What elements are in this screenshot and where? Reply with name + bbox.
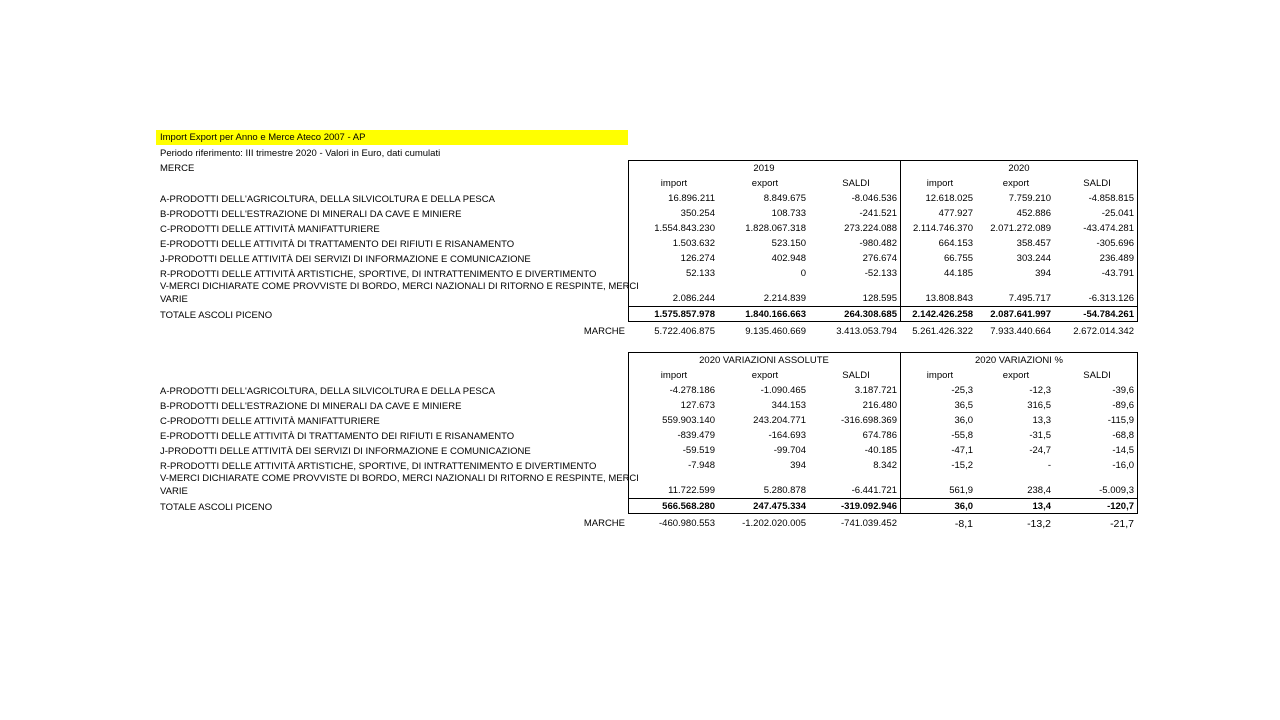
table-cell: 236.489 <box>1099 253 1134 264</box>
t2-col-header: SALDI <box>1083 370 1111 381</box>
table-cell: -12,3 <box>1029 385 1051 396</box>
table-cell: 12.618.025 <box>925 193 973 204</box>
table-cell: 13.808.843 <box>925 293 973 304</box>
t2-col-header: export <box>751 370 779 381</box>
marche-cell: 5.722.406.875 <box>654 326 715 337</box>
table-cell: 36,5 <box>954 400 973 411</box>
marche-cell: -460.980.553 <box>659 518 715 529</box>
table-cell: -25.041 <box>1101 208 1134 219</box>
total-cell: 264.308.685 <box>844 309 897 320</box>
table-cell: -980.482 <box>859 238 897 249</box>
table-cell: - <box>1047 460 1051 471</box>
table-cell: -15,2 <box>951 460 973 471</box>
marche-cell: 2.672.014.342 <box>1073 326 1134 337</box>
table-cell: 126.274 <box>680 253 715 264</box>
table-cell: 16.896.211 <box>668 193 715 204</box>
table-cell: -839.479 <box>677 430 715 441</box>
table-cell: -6.441.721 <box>851 485 897 496</box>
table-cell: -68,8 <box>1112 430 1134 441</box>
marche-label: MARCHE <box>583 518 625 529</box>
table-cell: 344.153 <box>771 400 806 411</box>
t1-col-header: SALDI <box>842 178 870 189</box>
table-cell: 350.254 <box>680 208 715 219</box>
table-cell: -4.278.186 <box>669 385 715 396</box>
marche-cell: 7.933.440.664 <box>990 326 1051 337</box>
table-cell: -39,6 <box>1112 385 1134 396</box>
table-cell: 674.786 <box>862 430 897 441</box>
total-cell: 1.575.857.978 <box>654 309 715 320</box>
table-cell: -40.185 <box>864 445 897 456</box>
table-row-label: VARIE <box>160 486 188 497</box>
table-row-label: V-MERCI DICHIARATE COME PROVVISTE DI BORDO, MERCI NAZIONALI DI RITORNO E RESPINTE, MERCI <box>160 473 639 484</box>
t2-col-header: import <box>660 370 688 381</box>
t1-group-header: 2020 <box>1008 163 1030 174</box>
table-row-label: VARIE <box>160 294 188 305</box>
table-cell: 394 <box>1035 268 1051 279</box>
table-cell: -305.696 <box>1096 238 1134 249</box>
marche-cell: 5.261.426.322 <box>912 326 973 337</box>
table-cell: -1.090.465 <box>760 385 806 396</box>
table-cell: 2.071.272.089 <box>990 223 1051 234</box>
table-cell: 523.150 <box>771 238 806 249</box>
table-cell: 394 <box>790 460 806 471</box>
t1-col-header: export <box>1002 178 1030 189</box>
table-cell: -43.791 <box>1101 268 1134 279</box>
total-cell: 566.568.280 <box>662 501 715 512</box>
table-row-label: B-PRODOTTI DELL'ESTRAZIONE DI MINERALI DA CAVE E MINIERE <box>160 209 462 220</box>
total-cell: -54.784.261 <box>1083 309 1134 320</box>
marche-cell: -21,7 <box>1110 518 1134 530</box>
table-cell: 2.114.746.370 <box>912 223 973 234</box>
t2-col-header: import <box>926 370 954 381</box>
table-row-label: R-PRODOTTI DELLE ATTIVITÀ ARTISTICHE, SPORTIVE, DI INTRATTENIMENTO E DIVERTIMENTO <box>160 269 597 280</box>
table-cell: -52.133 <box>864 268 897 279</box>
table-cell: -31,5 <box>1029 430 1051 441</box>
marche-cell: 3.413.053.794 <box>836 326 897 337</box>
table-cell: 7.495.717 <box>1008 293 1051 304</box>
table-cell: 3.187.721 <box>854 385 897 396</box>
table-cell: 243.204.771 <box>753 415 806 426</box>
table-cell: -43.474.281 <box>1083 223 1134 234</box>
table-cell: -115,9 <box>1107 415 1134 426</box>
table-cell: -24,7 <box>1029 445 1051 456</box>
total-row-label: TOTALE ASCOLI PICENO <box>160 502 273 513</box>
t1-col-header: import <box>926 178 954 189</box>
table-cell: 238,4 <box>1027 485 1051 496</box>
table-cell: -14,5 <box>1112 445 1134 456</box>
table-cell: 13,3 <box>1032 415 1051 426</box>
total-row-label: TOTALE ASCOLI PICENO <box>160 310 273 321</box>
total-cell: -319.092.946 <box>841 501 897 512</box>
table-row-label: R-PRODOTTI DELLE ATTIVITÀ ARTISTICHE, SPORTIVE, DI INTRATTENIMENTO E DIVERTIMENTO <box>160 461 597 472</box>
table-cell: 1.554.843.230 <box>654 223 715 234</box>
table-cell: 127.673 <box>680 400 715 411</box>
report-subtitle: Periodo riferimento: III trimestre 2020 - Valori in Euro, dati cumulati <box>160 148 441 159</box>
total-cell: 13,4 <box>1032 501 1051 512</box>
table-cell: 1.503.632 <box>672 238 715 249</box>
table-cell: -7.948 <box>688 460 715 471</box>
table-cell: 1.828.067.318 <box>745 223 806 234</box>
table-cell: 216.480 <box>862 400 897 411</box>
table-row-label: C-PRODOTTI DELLE ATTIVITÀ MANIFATTURIERE <box>160 224 380 235</box>
table-cell: 8.342 <box>873 460 897 471</box>
table-cell: 276.674 <box>862 253 897 264</box>
table-cell: -5.009,3 <box>1099 485 1134 496</box>
t1-col-header: export <box>751 178 779 189</box>
table-cell: 273.224.088 <box>844 223 897 234</box>
table-cell: 303.244 <box>1016 253 1051 264</box>
table-cell: -25,3 <box>951 385 973 396</box>
table-cell: -316.698.369 <box>841 415 897 426</box>
t2-group-header: 2020 VARIAZIONI % <box>975 355 1063 366</box>
t2-col-header: export <box>1002 370 1030 381</box>
table-cell: 44.185 <box>943 268 973 279</box>
t2-total-top-rule <box>628 498 1138 499</box>
table-cell: 402.948 <box>771 253 806 264</box>
table-cell: 66.755 <box>943 253 973 264</box>
table-cell: 108.733 <box>771 208 806 219</box>
table-cell: 7.759.210 <box>1008 193 1051 204</box>
table-row-label: E-PRODOTTI DELLE ATTIVITÀ DI TRATTAMENTO DEI RIFIUTI E RISANAMENTO <box>160 239 515 250</box>
table-cell: -59.519 <box>682 445 715 456</box>
report-title: Import Export per Anno e Merce Ateco 2007 - AP <box>156 130 628 145</box>
table-cell: -89,6 <box>1112 400 1134 411</box>
table-cell: 11.722.599 <box>668 485 715 496</box>
table-cell: 358.457 <box>1016 238 1051 249</box>
table-row-label: V-MERCI DICHIARATE COME PROVVISTE DI BORDO, MERCI NAZIONALI DI RITORNO E RESPINTE, MERCI <box>160 281 639 292</box>
table-row-label: B-PRODOTTI DELL'ESTRAZIONE DI MINERALI DA CAVE E MINIERE <box>160 401 462 412</box>
table-cell: -99.704 <box>773 445 806 456</box>
table-row-label: A-PRODOTTI DELL'AGRICOLTURA, DELLA SILVICOLTURA E DELLA PESCA <box>160 386 495 397</box>
t1-group-header: 2019 <box>753 163 775 174</box>
table-cell: -47,1 <box>951 445 973 456</box>
table-cell: 316,5 <box>1027 400 1051 411</box>
table-cell: 477.927 <box>938 208 973 219</box>
table-cell: -164.693 <box>768 430 806 441</box>
table-cell: 2.086.244 <box>672 293 715 304</box>
table-row-label: J-PRODOTTI DELLE ATTIVITÀ DEI SERVIZI DI INFORMAZIONE E COMUNICAZIONE <box>160 254 531 265</box>
marche-label: MARCHE <box>583 326 625 337</box>
table-cell: 5.280.878 <box>763 485 806 496</box>
table-cell: -8.046.536 <box>851 193 897 204</box>
table-cell: 559.903.140 <box>662 415 715 426</box>
table-cell: 561,9 <box>949 485 973 496</box>
total-cell: 36,0 <box>954 501 973 512</box>
table-cell: 2.214.839 <box>763 293 806 304</box>
marche-cell: -13,2 <box>1027 518 1051 530</box>
table-row-label: J-PRODOTTI DELLE ATTIVITÀ DEI SERVIZI DI INFORMAZIONE E COMUNICAZIONE <box>160 446 531 457</box>
t1-col-header: import <box>660 178 688 189</box>
table-cell: 452.886 <box>1016 208 1051 219</box>
table-cell: -4.858.815 <box>1088 193 1134 204</box>
table-cell: 8.849.675 <box>763 193 806 204</box>
marche-cell: 9.135.460.669 <box>745 326 806 337</box>
table-cell: -55,8 <box>951 430 973 441</box>
table-row-label: C-PRODOTTI DELLE ATTIVITÀ MANIFATTURIERE <box>160 416 380 427</box>
table-cell: -241.521 <box>859 208 897 219</box>
table-cell: 52.133 <box>685 268 715 279</box>
total-cell: 1.840.166.663 <box>745 309 806 320</box>
total-cell: 247.475.334 <box>753 501 806 512</box>
total-cell: -120,7 <box>1107 501 1134 512</box>
marche-cell: -741.039.452 <box>841 518 897 529</box>
t2-group-header: 2020 VARIAZIONI ASSOLUTE <box>699 355 829 366</box>
marche-cell: -1.202.020.005 <box>742 518 806 529</box>
total-cell: 2.087.641.997 <box>990 309 1051 320</box>
marche-cell: -8,1 <box>954 518 973 530</box>
t1-col-header: SALDI <box>1083 178 1111 189</box>
table-row-label: A-PRODOTTI DELL'AGRICOLTURA, DELLA SILVICOLTURA E DELLA PESCA <box>160 194 495 205</box>
total-cell: 2.142.426.258 <box>912 309 973 320</box>
table-cell: 664.153 <box>938 238 973 249</box>
table-cell: 36,0 <box>954 415 973 426</box>
table-cell: -16,0 <box>1112 460 1134 471</box>
merce-label: MERCE <box>160 163 195 174</box>
table-cell: 128.595 <box>862 293 897 304</box>
table-cell: -6.313.126 <box>1088 293 1134 304</box>
t2-col-header: SALDI <box>842 370 870 381</box>
table-row-label: E-PRODOTTI DELLE ATTIVITÀ DI TRATTAMENTO DEI RIFIUTI E RISANAMENTO <box>160 431 515 442</box>
t1-total-top-rule <box>628 306 1138 307</box>
table-cell: 0 <box>800 268 806 279</box>
